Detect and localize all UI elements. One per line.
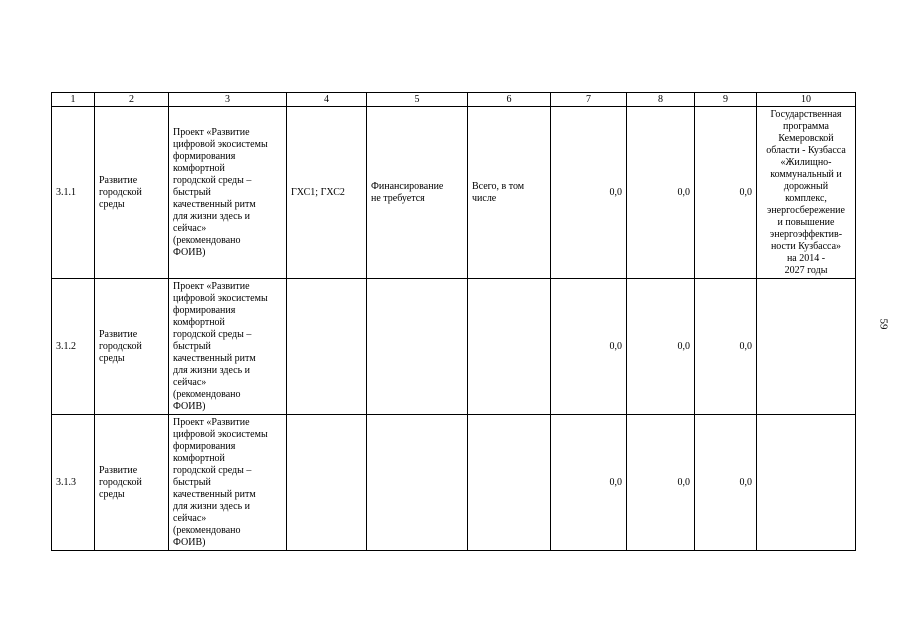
table-row [52,279,856,415]
row-number-cell [52,107,95,279]
header-cell: 9 [695,93,757,107]
value-text: 0,0 [677,476,690,488]
value-cell [551,415,627,551]
direction-cell [95,415,169,551]
value-text: 0,0 [609,340,622,352]
value-text: 0,0 [677,340,690,352]
value-cell [551,279,627,415]
code-text: ГХС1; ГХС2 [291,186,345,198]
direction-text: Развитие городской среды [99,328,142,364]
value-cell [695,415,757,551]
project-cell [169,279,287,415]
source-cell [468,279,551,415]
financing-cell [367,415,468,551]
header-cell: 8 [627,93,695,107]
header-cell: 1 [52,93,95,107]
project-text: Проект «Развитие цифровой экосистемы формирования комфортной городской среды – быстрый качественный ритм для жизни здесь и сейчас» (рекомендовано ФОИВ) [173,416,268,548]
header-cell: 6 [468,93,551,107]
table-row [52,107,856,279]
direction-text: Развитие городской среды [99,464,142,500]
header-cell: 7 [551,93,627,107]
value-text: 0,0 [609,186,622,198]
header-cell: 5 [367,93,468,107]
project-text: Проект «Развитие цифровой экосистемы формирования комфортной городской среды – быстрый качественный ритм для жизни здесь и сейчас» (рекомендовано ФОИВ) [173,126,268,258]
financing-cell [367,107,468,279]
project-cell [169,107,287,279]
value-text: 0,0 [739,476,752,488]
value-text: 0,0 [677,186,690,198]
row-number-cell [52,279,95,415]
code-cell [287,107,367,279]
value-cell [627,415,695,551]
source-text: Всего, в том числе [472,180,525,204]
value-text: 0,0 [739,340,752,352]
project-cell [169,415,287,551]
financing-text: Финансирование не требуется [371,180,444,204]
document-table [51,92,856,551]
value-text: 0,0 [609,476,622,488]
header-cell: 10 [757,93,856,107]
code-cell [287,279,367,415]
value-cell [695,107,757,279]
financing-cell [367,279,468,415]
header-cell: 3 [169,93,287,107]
value-cell [627,107,695,279]
program-text: Государственная программа Кемеровской области - Кузбасса «Жилищно- коммунальный и дорожный комплекс, энергосбережение и повышение энергоэффектив- ности Кузбасса» на 2014 - 2027 годы [766,108,846,276]
row-number: 3.1.1 [56,186,76,198]
header-row [52,93,856,107]
table-row [52,415,856,551]
value-cell [551,107,627,279]
code-cell [287,415,367,551]
value-text: 0,0 [739,186,752,198]
program-cell [757,107,856,279]
direction-cell [95,107,169,279]
row-number: 3.1.3 [56,476,76,488]
row-number-cell [52,415,95,551]
project-text: Проект «Развитие цифровой экосистемы формирования комфортной городской среды – быстрый качественный ритм для жизни здесь и сейчас» (рекомендовано ФОИВ) [173,280,268,412]
value-cell [695,279,757,415]
direction-cell [95,279,169,415]
source-cell [468,107,551,279]
program-cell [757,415,856,551]
direction-text: Развитие городской среды [99,174,142,210]
source-cell [468,415,551,551]
header-cell: 4 [287,93,367,107]
value-cell [627,279,695,415]
header-cell: 2 [95,93,169,107]
row-number: 3.1.2 [56,340,76,352]
program-cell [757,279,856,415]
page-number: 59 [877,318,890,330]
